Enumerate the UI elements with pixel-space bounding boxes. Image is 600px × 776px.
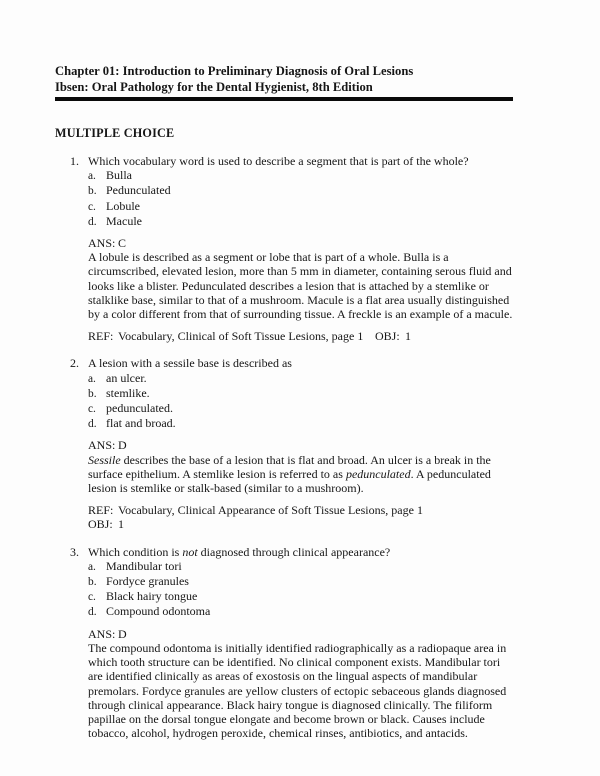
option-letter: b. [88,576,97,589]
option-letter: d. [88,215,97,228]
option-letter: c. [88,403,96,416]
option-text: pedunculated. [106,401,173,416]
answer-line [88,236,513,250]
option-text: Black hairy tongue [106,589,198,604]
rationale-segment: . A pedunculated lesion is stemlike or stalk-based (similar to a mushroom). [88,466,491,496]
option-row [88,401,513,416]
document-header [55,64,513,101]
answer-block [88,627,513,741]
obj-label: OBJ: [375,329,400,344]
option-text: Fordyce granules [106,574,189,589]
ref-line [88,329,513,343]
answer-label: ANS: [88,236,116,251]
question-segment: Which condition is [88,544,183,559]
obj-line [88,517,513,531]
option-row [88,214,513,229]
option-text: Pedunculated [106,183,171,198]
option-row [88,168,513,183]
answer-label: ANS: [88,626,116,641]
question-number: 2. [70,356,79,371]
question-number: 3. [70,544,79,559]
question-3 [55,545,513,741]
obj-group [375,329,411,343]
ref-text: Vocabulary, Clinical Appearance of Soft Tissue Lesions, page 1 [118,503,423,518]
option-row [88,589,513,604]
question-1 [55,154,513,343]
obj-label: OBJ: [88,517,113,532]
book-title: Ibsen: Oral Pathology for the Dental Hygienist, 8th Edition [55,79,373,94]
ref-label: REF: [88,503,114,518]
ref-text: Vocabulary, Clinical of Soft Tissue Lesions, page 1 [118,329,364,344]
option-letter: a. [88,560,96,573]
option-text: Compound odontoma [106,604,211,619]
answer-line [88,438,513,452]
option-letter: d. [88,418,97,431]
question-text: Which vocabulary word is used to describe a segment that is part of the whole? [88,154,469,168]
answer-label: ANS: [88,438,116,453]
answer-line [88,627,513,641]
section-title: MULTIPLE CHOICE [55,126,175,140]
option-letter: a. [88,170,96,183]
chapter-title: Chapter 01: Introduction to Preliminary Diagnosis of Oral Lesions [55,64,414,78]
rationale-segment: describes the base of a lesion that is flat and broad. An ulcer is a break in the surface epithelium. A stemlike lesion is referred to as [88,452,491,481]
option-letter: c. [88,591,96,604]
option-text: stemlike. [106,385,150,400]
option-row [88,386,513,401]
answer-value: D [118,626,127,641]
option-row [88,183,513,198]
option-row [88,604,513,619]
answer-value: C [118,236,127,251]
question-number: 1. [70,154,79,168]
rationale-italic: pedunculated [345,466,411,481]
question-text [88,545,513,559]
option-row [88,371,513,386]
option-letter: b. [88,387,97,400]
question-segment: diagnosed through clinical appearance? [197,544,391,559]
option-row [88,559,513,574]
question-list [55,154,513,740]
question-italic: not [182,544,198,559]
option-text: Bulla [106,168,132,183]
option-letter: c. [88,200,96,213]
option-text: an ulcer. [106,370,147,385]
obj-value: 1 [118,517,124,532]
ref-label: REF: [88,329,114,344]
question-2 [55,356,513,531]
ref-line [88,503,513,517]
option-row [88,199,513,214]
header-rule [55,97,513,101]
rationale-text: A lobule is described as a segment or lobe that is part of a whole. Bulla is a circumscribed, elevated lesion, more than 5 mm in diameter, containing serous fluid and looks like a blister. Pedunculated describes a lesion that is attached by a stemlike or stalklike base, similar to that of a mushroom. Macule is a flat area usually distinguished by a color different from that of surrounding tissue. A freckle is an example of a macule. [88,250,513,322]
option-text: Macule [106,213,142,228]
option-letter: a. [88,372,96,385]
option-text: Mandibular tori [106,558,182,573]
rationale-italic: Sessile [88,452,121,467]
question-text: A lesion with a sessile base is described as [88,356,292,371]
rationale-text: The compound odontoma is initially identified radiographically as a radiopaque area in which tooth structure can be identified. No clinical component exists. Mandibular tori are identified clinically as areas of exostosis on the lingual aspects of mandibular premolars. Fordyce granules are yellow clusters of ectopic sebaceous glands diagnosed through clinical appearance. Black hairy tongue is diagnosed clinically. The filiform papillae on the dorsal tongue elongate and become brown or black. Causes include tobacco, alcohol, hydrogen peroxide, chemical rinses, antibiotics, and antacids. [88,640,507,741]
option-letter: d. [88,606,97,619]
answer-block [88,236,513,321]
obj-value: 1 [405,329,411,344]
rationale-text [88,453,513,496]
answer-block [88,438,513,495]
option-text: Lobule [106,198,140,213]
option-row [88,416,513,431]
answer-value: D [118,438,127,453]
option-text: flat and broad. [106,416,176,431]
option-letter: b. [88,185,97,198]
option-row [88,574,513,589]
